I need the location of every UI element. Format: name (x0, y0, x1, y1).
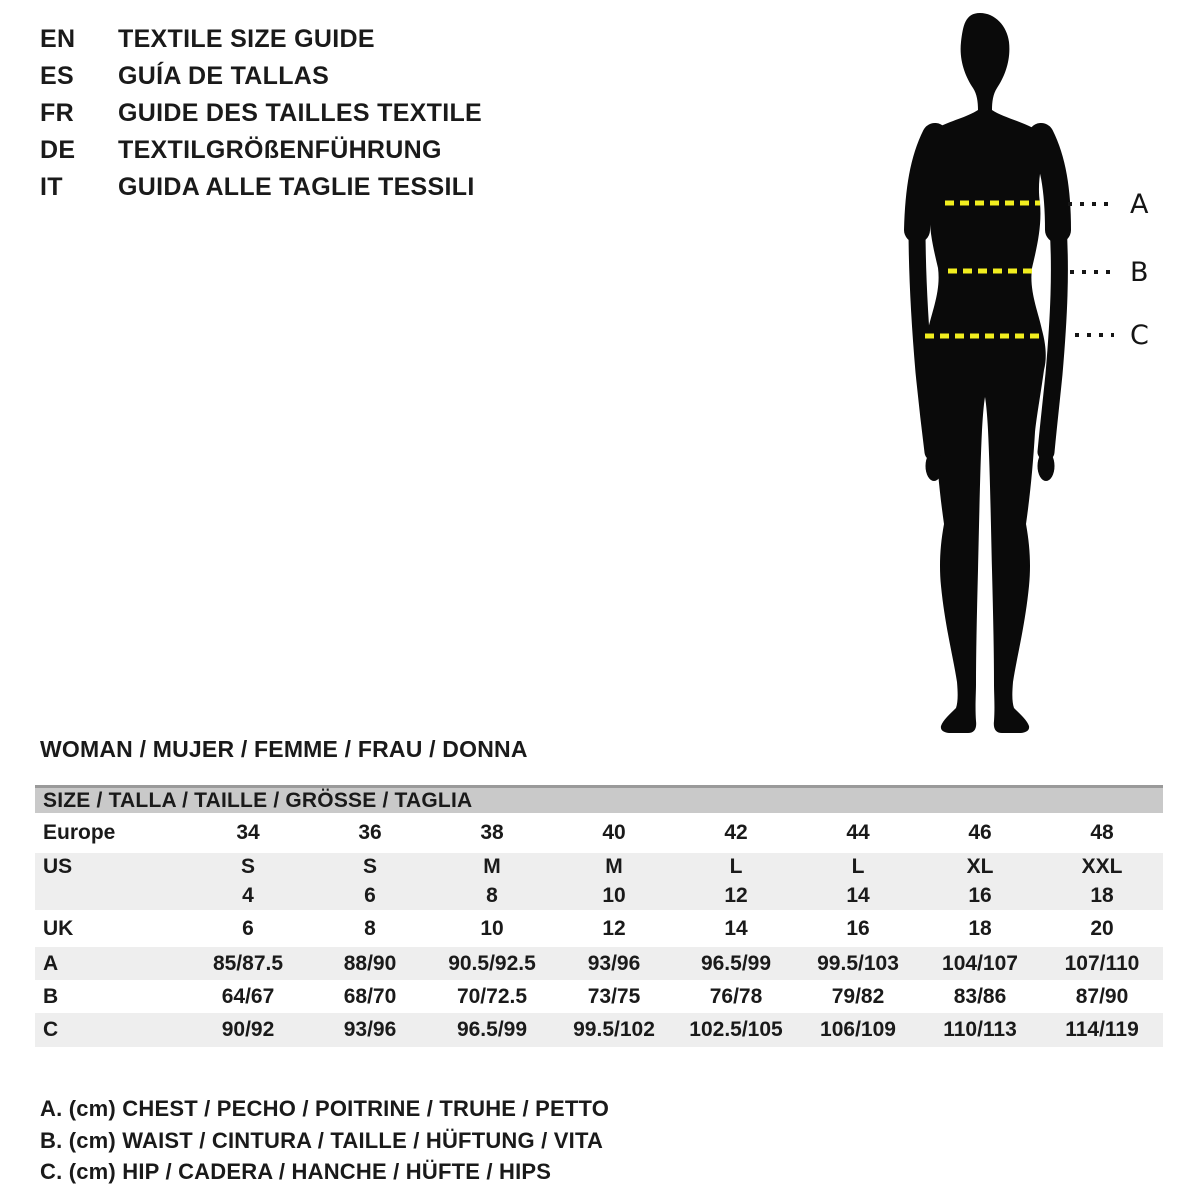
language-row (40, 95, 482, 132)
size-cell: 20 (1090, 916, 1114, 940)
size-cell: 104/107 (942, 951, 1018, 975)
language-title: GUÍA DE TALLAS (118, 62, 330, 90)
silhouette-right-arm-forearm (1046, 226, 1059, 452)
size-cell: 8 (486, 883, 498, 907)
language-title: TEXTILGRÖßENFÜHRUNG (118, 136, 442, 164)
size-cell: XL (966, 855, 994, 878)
table-row (35, 813, 1163, 853)
marker-label-hip: C (1130, 320, 1149, 351)
size-cell: 40 (602, 821, 626, 844)
size-cell: S (240, 855, 255, 878)
language-code: FR (40, 99, 74, 127)
size-cell: 88/90 (343, 951, 397, 975)
size-cell: 73/75 (587, 984, 641, 1008)
table-row (35, 881, 1163, 910)
size-cell: 106/109 (820, 1018, 896, 1041)
language-title: GUIDE DES TAILLES TEXTILE (118, 99, 483, 127)
section-title-woman: WOMAN / MUJER / FEMME / FRAU / DONNA (40, 736, 528, 762)
marker-label-chest: A (1130, 189, 1149, 220)
size-cell: 79/82 (831, 984, 885, 1008)
language-row (40, 21, 482, 58)
table-row (35, 947, 1163, 980)
language-code: IT (40, 173, 63, 201)
language-title-list (40, 21, 482, 206)
size-cell: 87/90 (1075, 984, 1129, 1008)
row-label: UK (43, 916, 74, 940)
size-cell: 6 (242, 916, 254, 940)
size-cell: 90.5/92.5 (448, 951, 536, 975)
size-cell: 42 (724, 821, 748, 844)
size-cell: 6 (364, 883, 376, 907)
size-cell: 93/96 (343, 1018, 397, 1041)
marker-label-waist: B (1130, 257, 1149, 288)
table-row (35, 1013, 1163, 1047)
size-cell: 12 (602, 916, 626, 940)
silhouette-left-hand (926, 451, 943, 481)
language-title: GUIDA ALLE TAGLIE TESSILI (118, 173, 475, 201)
size-cell: 85/87.5 (212, 951, 284, 975)
size-cell: 4 (242, 883, 254, 907)
size-cell: 12 (724, 883, 748, 907)
size-cell: M (483, 855, 501, 878)
size-cell: 93/96 (587, 951, 641, 975)
size-cell: 99.5/102 (573, 1018, 655, 1041)
size-cell: 44 (846, 821, 870, 844)
size-cell: 70/72.5 (456, 984, 528, 1008)
size-cell: 18 (1090, 883, 1114, 907)
woman-silhouette-figure (890, 0, 1190, 740)
size-cell: 16 (968, 883, 992, 907)
table-row (35, 853, 1163, 881)
silhouette-body (924, 13, 1045, 733)
size-cell: S (362, 855, 377, 878)
size-table-header: SIZE / TALLA / TAILLE / GRÖSSE / TAGLIA (35, 785, 1163, 813)
silhouette-right-hand (1038, 451, 1055, 481)
language-title: TEXTILE SIZE GUIDE (118, 25, 375, 53)
size-cell: 96.5/99 (456, 1018, 528, 1041)
size-cell: 99.5/103 (817, 951, 899, 975)
size-cell: 64/67 (221, 984, 275, 1008)
size-table-body (35, 813, 1163, 1047)
size-cell: 48 (1090, 821, 1114, 844)
size-cell: 34 (236, 821, 260, 844)
size-cell: 114/119 (1065, 1018, 1139, 1041)
size-cell: 14 (724, 916, 748, 940)
silhouette-right-arm-upper (1041, 136, 1058, 230)
woman-silhouette (917, 13, 1059, 733)
size-cell: 18 (968, 916, 992, 940)
language-row (40, 58, 482, 95)
size-cell: 76/78 (709, 984, 763, 1008)
table-row (35, 980, 1163, 1013)
size-cell: 36 (358, 821, 382, 844)
size-cell: 107/110 (1064, 951, 1140, 975)
size-cell: 10 (602, 883, 626, 907)
measurement-legend (40, 1093, 609, 1188)
size-cell: L (851, 855, 865, 878)
row-label: B (43, 984, 59, 1008)
size-cell: 16 (846, 916, 870, 940)
size-cell: 90/92 (221, 1018, 275, 1041)
table-row (35, 910, 1163, 947)
legend-line: A. (cm) CHEST / PECHO / POITRINE / TRUHE / PETTO (40, 1096, 610, 1121)
size-cell: 38 (480, 821, 504, 844)
row-label: Europe (43, 821, 116, 844)
row-label: US (43, 855, 73, 878)
size-cell: 14 (846, 883, 870, 907)
language-row (40, 132, 482, 169)
size-cell: 68/70 (343, 984, 397, 1008)
language-code: DE (40, 136, 76, 164)
size-cell: 8 (364, 916, 376, 940)
row-label: C (43, 1018, 59, 1041)
size-cell: XXL (1081, 855, 1123, 878)
size-cell: 10 (480, 916, 504, 940)
size-cell: 83/86 (953, 984, 1007, 1008)
legend-line: B. (cm) WAIST / CINTURA / TAILLE / HÜFTUNG / VITA (40, 1127, 604, 1153)
language-code: EN (40, 25, 76, 53)
size-cell: M (605, 855, 623, 878)
language-row (40, 169, 482, 206)
size-cell: L (729, 855, 743, 878)
size-cell: 110/113 (943, 1018, 1017, 1041)
row-label: A (43, 951, 59, 975)
language-code: ES (40, 62, 74, 90)
size-cell: 96.5/99 (700, 951, 772, 975)
legend-line: C. (cm) HIP / CADERA / HANCHE / HÜFTE / HIPS (40, 1159, 552, 1184)
size-cell: 46 (968, 821, 992, 844)
size-cell: 102.5/105 (689, 1018, 783, 1041)
size-table (35, 785, 1163, 1047)
